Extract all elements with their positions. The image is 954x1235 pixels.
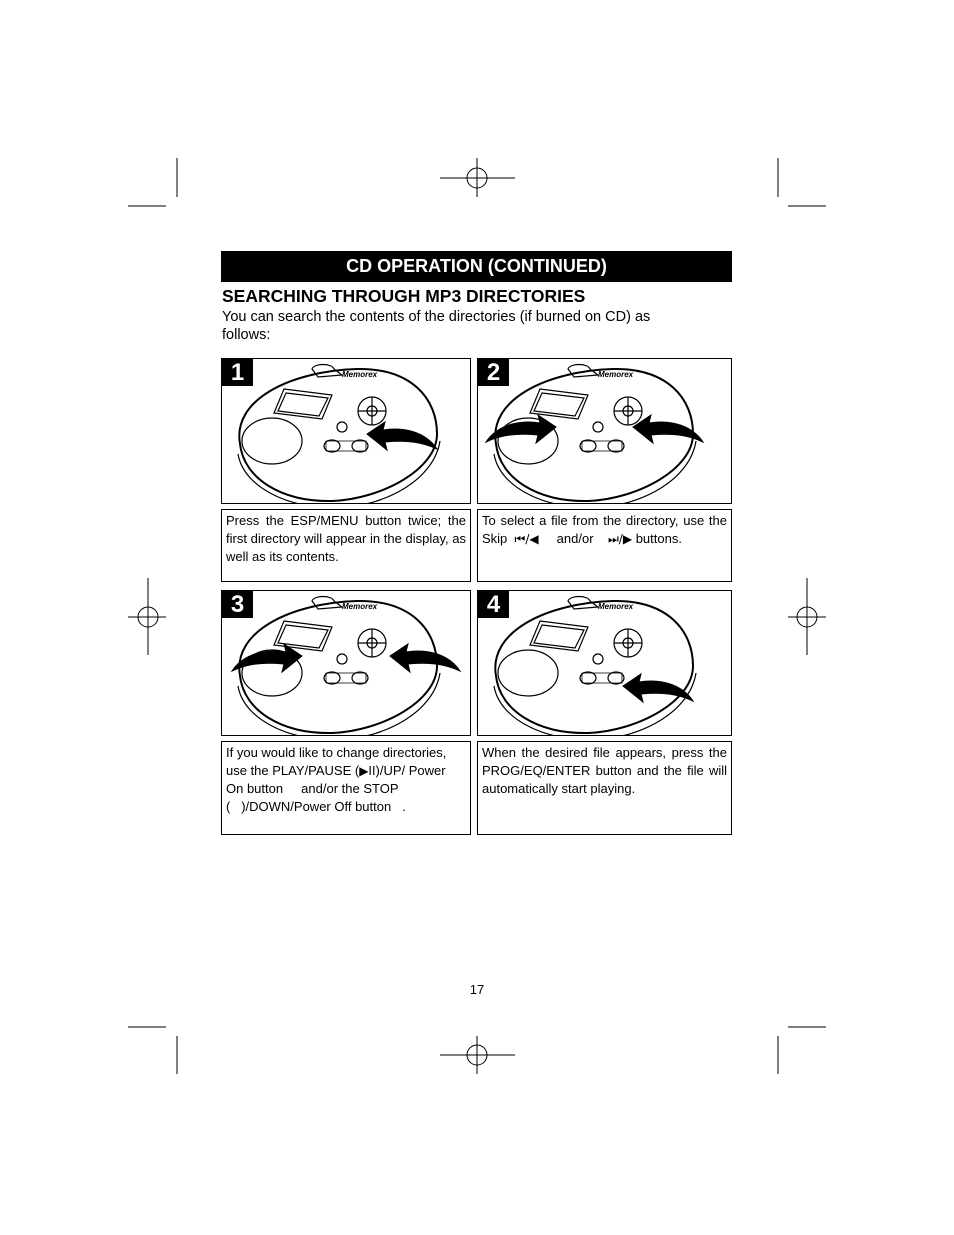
section-title: SEARCHING THROUGH MP3 DIRECTORIES <box>222 286 586 306</box>
cd-player-illustration <box>222 591 471 736</box>
cd-player-illustration <box>478 591 732 736</box>
brand-logo: Memorex <box>342 370 378 379</box>
step-3-text-post: )/DOWN/Power Off button <box>241 799 392 814</box>
curved-arrow-icon <box>367 422 437 450</box>
page-number: 17 <box>469 982 485 997</box>
step-2-caption <box>477 509 732 582</box>
section-header-bar: CD OPERATION (CONTINUED) <box>221 251 732 282</box>
step-4-number: 4 <box>478 591 509 618</box>
step-3-text-mid2: and/or the STOP ( <box>226 781 399 814</box>
step-1-caption <box>221 509 471 582</box>
step-2-text-post: buttons. <box>635 531 682 546</box>
step-2-number: 2 <box>478 359 509 386</box>
step-1-number: 1 <box>222 359 253 386</box>
intro-line-1: You can search the contents of the directories (if burned on CD) as <box>222 309 651 325</box>
step-3-text-end: . <box>402 799 406 814</box>
skip-back-icon: ⏮/◀ <box>514 532 539 546</box>
step-1-text: Press the ESP/MENU button twice; the first directory will appear in the display, as well as its contents. <box>226 513 466 564</box>
brand-logo: Memorex <box>342 602 378 611</box>
cd-player-illustration <box>478 359 732 504</box>
step-2-text-pre: To select a file from the directory, use the Skip <box>482 513 727 546</box>
step-2-text-mid: and/or <box>556 531 594 546</box>
step-2-illustration <box>477 358 732 504</box>
brand-logo: Memorex <box>598 370 634 379</box>
step-4-text: When the desired file appears, press the PROG/EQ/ENTER button and the file will automatically start playing. <box>482 745 727 796</box>
skip-forward-icon: ⏭/▶ <box>608 532 633 546</box>
step-3-text-mid: )/UP/ Power On button <box>226 763 446 796</box>
intro-text <box>222 308 722 344</box>
curved-arrow-icon <box>390 644 460 672</box>
step-3-caption <box>221 741 471 835</box>
step-3-number: 3 <box>222 591 253 618</box>
step-3-illustration <box>221 590 471 736</box>
step-3-text-pre: If you would like to change directories, use the PLAY/PAUSE ( <box>226 745 447 778</box>
step-1-illustration <box>221 358 471 504</box>
cd-player-illustration <box>222 359 471 504</box>
play-pause-icon: ▶II <box>359 764 376 778</box>
intro-line-2: follows: <box>222 327 271 343</box>
step-4-illustration <box>477 590 732 736</box>
curved-arrow-icon <box>623 674 693 702</box>
step-4-caption <box>477 741 732 835</box>
brand-logo: Memorex <box>598 602 634 611</box>
